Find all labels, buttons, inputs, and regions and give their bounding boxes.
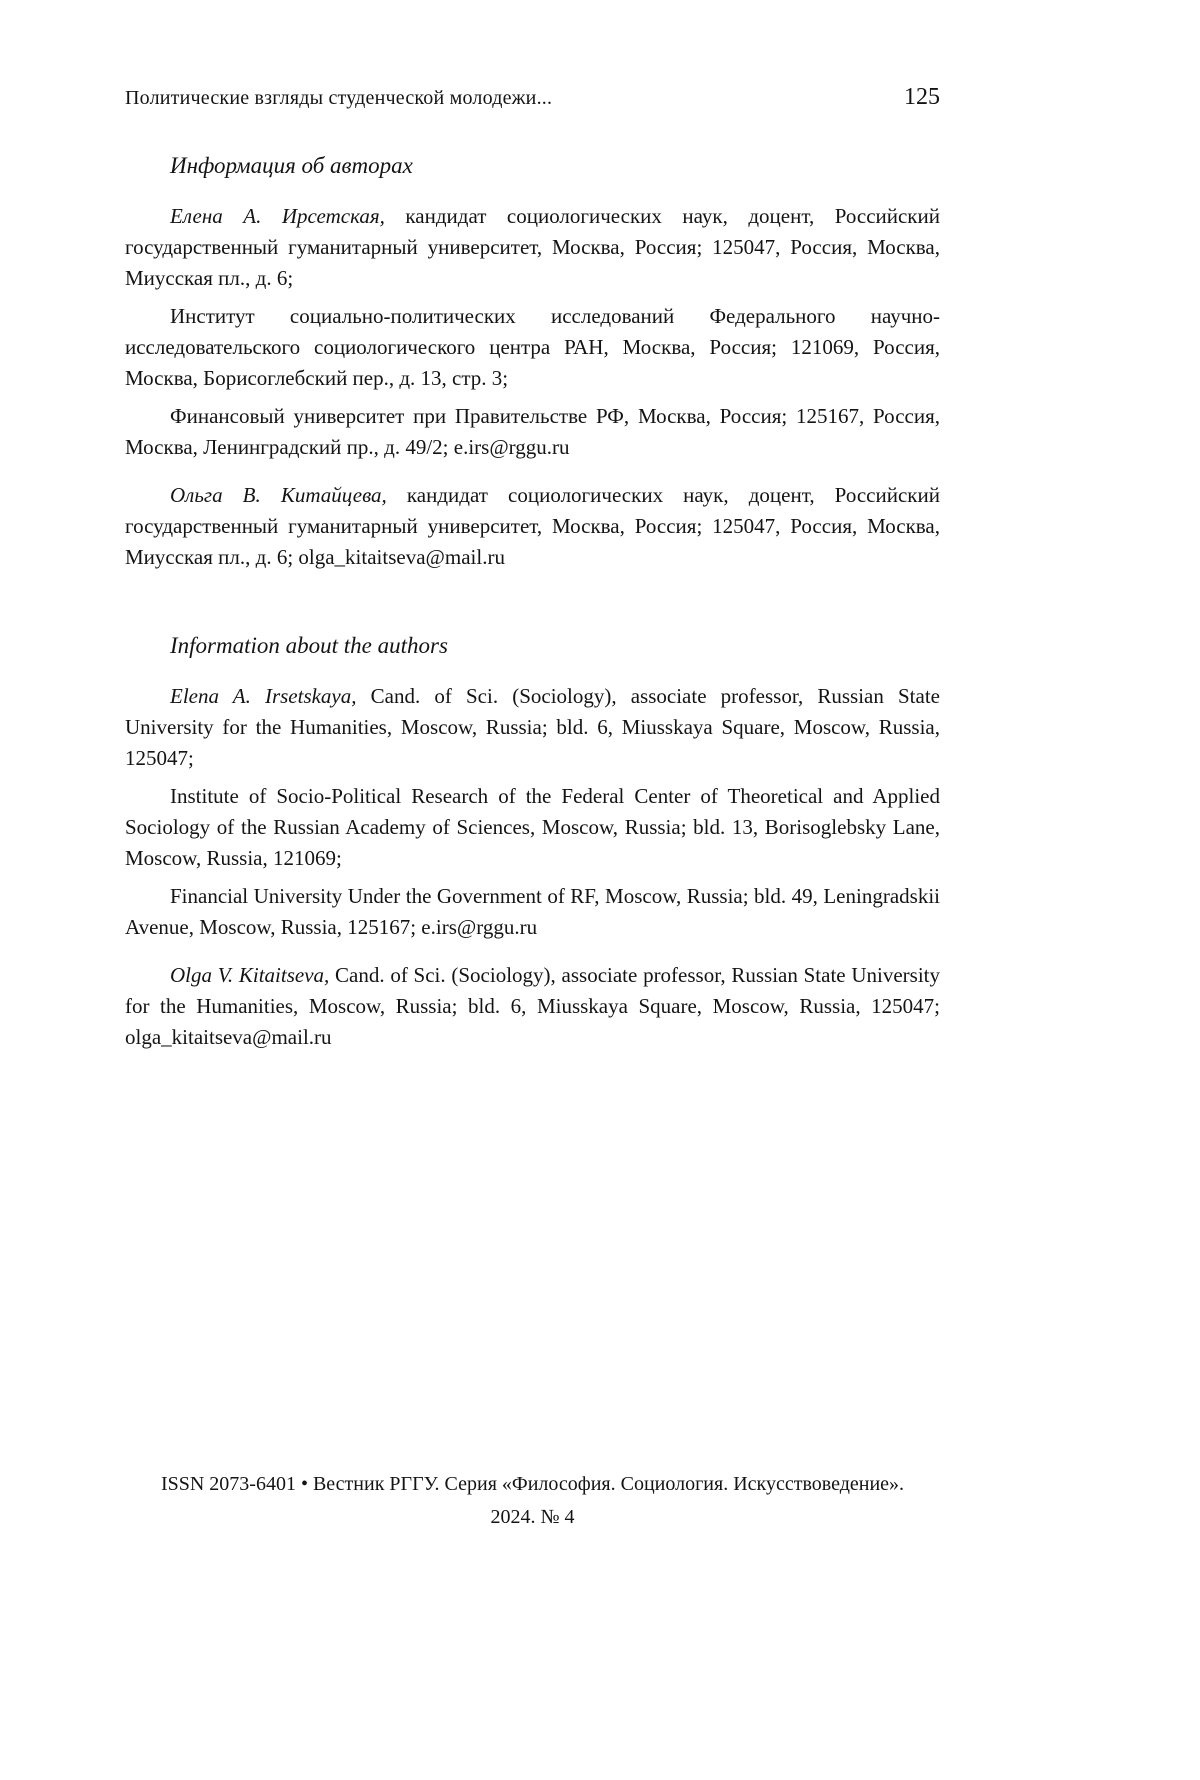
paragraph-text: Institute of Socio-Political Research of the Federal Center of Theoretical and Applied Sociology of the Russian Academy of Sciences, Moscow, Russia; bld. 13, Borisoglebsky Lane, Moscow, Russia, 121069;: [125, 784, 940, 870]
paragraph-text: кандидат социологических наук, доцент, Российский государственный гуманитарный университет, Москва, Россия; 125047, Россия, Москва, Миусская пл., д. 6;: [125, 204, 940, 290]
page-content: [125, 84, 940, 1060]
paragraph-text: Финансовый университет при Правительстве РФ, Москва, Россия; 125167, Россия, Москва, Ленинградский пр., д. 49/2; e.irs@rggu.ru: [125, 404, 940, 459]
author-name: Olga V. Kitaitseva,: [170, 963, 330, 987]
author-paragraph-irsetskaya-en: [125, 681, 940, 774]
author-name: Elena A. Irsetskaya,: [170, 684, 357, 708]
affiliation-paragraph-finuniversity-ru: [125, 401, 940, 463]
footer-issn-line: ISSN 2073-6401 • Вестник РГГУ. Серия «Философия. Социология. Искусствоведение».: [160, 1473, 905, 1495]
paragraph-text: Cand. of Sci. (Sociology), associate professor, Russian State University for the Humanities, Moscow, Russia; bld. 6, Miusskaya Square, Moscow, Russia, 125047;: [125, 684, 940, 770]
paragraph-text: кандидат социологических наук, доцент, Российский государственный гуманитарный университет, Москва, Россия; 125047, Россия, Москва, Миусская пл., д. 6; olga_kitaitseva@mail.ru: [125, 483, 940, 569]
authors-section-english: [125, 631, 940, 1053]
author-paragraph-kitaitseva-ru: [125, 480, 940, 573]
paragraph-text: Cand. of Sci. (Sociology), associate professor, Russian State University for the Humanities, Moscow, Russia; bld. 6, Miusskaya Square, Moscow, Russia, 125047; olga_kitaitseva@mail.ru: [125, 963, 940, 1049]
section-heading-english: Information about the authors: [170, 633, 448, 658]
affiliation-paragraph-institute-ru: [125, 301, 940, 394]
paragraph-text: Институт социально-политических исследований Федерального научно-исследовательского социологического центра РАН, Москва, Россия; 121069, Россия, Москва, Борисоглебский пер., д. 13, стр. 3;: [125, 304, 940, 390]
page-number: 125: [904, 84, 940, 110]
affiliation-paragraph-institute-en: [125, 781, 940, 874]
author-paragraph-kitaitseva-en: [125, 960, 940, 1053]
paragraph-text: Financial University Under the Government of RF, Moscow, Russia; bld. 49, Leningradskii Avenue, Moscow, Russia, 125167; e.irs@rggu.ru: [125, 884, 940, 939]
footer-issue-line: 2024. № 4: [490, 1506, 575, 1528]
author-name: Ольга В. Китайцева,: [170, 483, 387, 507]
page-header: [125, 84, 940, 111]
authors-section-russian: [125, 151, 940, 573]
affiliation-paragraph-finuniversity-en: [125, 881, 940, 943]
running-title: Политические взгляды студенческой молодежи...: [125, 87, 553, 109]
author-name: Елена А. Ирсетская,: [170, 204, 385, 228]
section-heading-russian: Информация об авторах: [170, 153, 413, 178]
author-paragraph-irsetskaya-ru: [125, 201, 940, 294]
page-footer: [125, 1468, 940, 1534]
